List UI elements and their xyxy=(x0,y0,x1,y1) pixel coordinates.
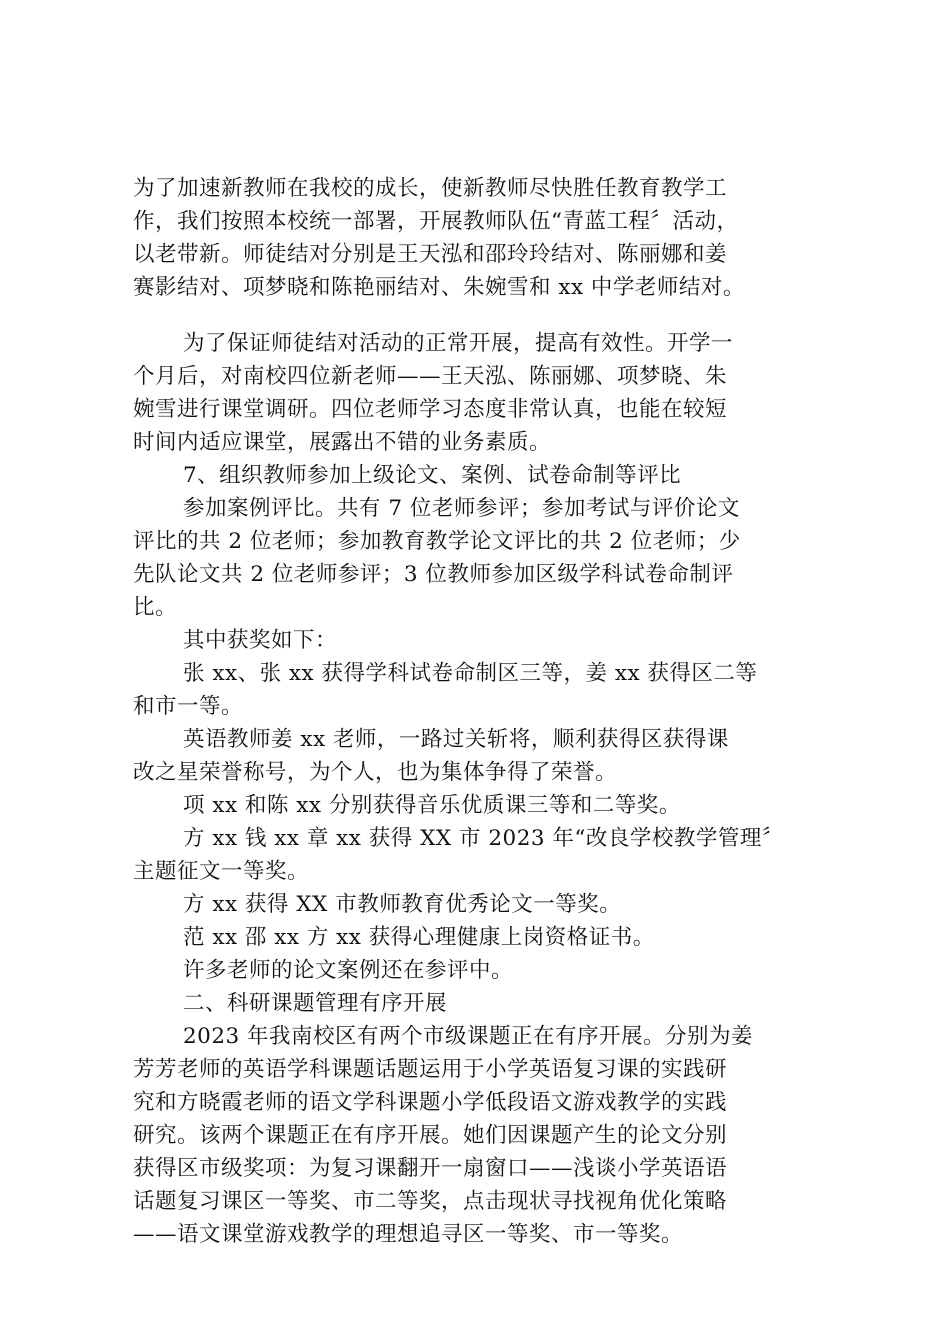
text-line: 究和方晓霞老师的语文学科课题小学低段语文游戏教学的实践 xyxy=(133,1090,728,1115)
award-item: 方 xx 获得 XX 市教师教育优秀论文一等奖。 xyxy=(183,892,622,917)
text-line: 为了加速新教师在我校的成长，使新教师尽快胜任教育教学工 xyxy=(133,176,728,201)
text-line: 话题复习课区一等奖、市二等奖，点击现状寻找视角优化策略 xyxy=(133,1189,728,1214)
text-line: 芳芳老师的英语学科课题话题运用于小学英语复习课的实践研 xyxy=(133,1057,728,1082)
awards-intro: 其中获奖如下： xyxy=(183,628,338,653)
text-line: 获得区市级奖项：为复习课翻开一扇窗口——浅谈小学英语语 xyxy=(133,1156,728,1181)
text-line: 为了保证师徒结对活动的正常开展，提高有效性。开学一 xyxy=(183,331,734,356)
text-line: 婉雪进行课堂调研。四位老师学习态度非常认真，也能在较短 xyxy=(133,397,728,422)
award-item: 方 xx 钱 xx 章 xx 获得 XX 市 2023 年“改良学校教学管理〞 xyxy=(183,826,784,851)
award-item: 英语教师姜 xx 老师，一路过关斩将，顺利获得区获得课 xyxy=(183,727,729,752)
text-line: 参加案例评比。共有 7 位老师参评；参加考试与评价论文 xyxy=(183,496,740,521)
section-heading-7: 7、组织教师参加上级论文、案例、试卷命制等评比 xyxy=(183,463,682,488)
text-line: 个月后，对南校四位新老师——王天泓、陈丽娜、项梦晓、朱 xyxy=(133,364,728,389)
document-body xyxy=(133,459,823,1251)
text-line: 研究。该两个课题正在有序开展。她们因课题产生的论文分别 xyxy=(133,1123,728,1148)
award-item-continued: 主题征文一等奖。 xyxy=(133,859,310,884)
award-item: 范 xx 邵 xx 方 xx 获得心理健康上岗资格证书。 xyxy=(183,925,655,950)
paragraph-classroom-research xyxy=(133,327,823,459)
award-item: 许多老师的论文案例还在参评中。 xyxy=(183,958,514,983)
award-item: 张 xx、张 xx 获得学科试卷命制区三等，姜 xx 获得区二等 xyxy=(183,661,758,686)
text-line: 以老带新。师徒结对分别是王天泓和邵玲玲结对、陈丽娜和姜 xyxy=(133,242,728,267)
text-line: 先队论文共 2 位老师参评；3 位教师参加区级学科试卷命制评 xyxy=(133,562,734,587)
paragraph-mentoring-intro xyxy=(133,172,823,304)
section-heading-2: 二、科研课题管理有序开展 xyxy=(183,991,448,1016)
text-line: 比。 xyxy=(133,595,178,620)
text-line: 赛影结对、项梦晓和陈艳丽结对、朱婉雪和 xx 中学老师结对。 xyxy=(133,275,745,300)
text-line: 作，我们按照本校统一部署，开展教师队伍“青蓝工程〞活动， xyxy=(133,209,739,234)
text-line: 时间内适应课堂，展露出不错的业务素质。 xyxy=(133,430,552,455)
award-item-continued: 改之星荣誉称号，为个人，也为集体争得了荣誉。 xyxy=(133,760,618,785)
text-line: 2023 年我南校区有两个市级课题正在有序开展。分别为姜 xyxy=(183,1024,754,1049)
award-item: 项 xx 和陈 xx 分别获得音乐优质课三等和二等奖。 xyxy=(183,793,681,818)
text-line: ——语文课堂游戏教学的理想追寻区一等奖、市一等奖。 xyxy=(133,1222,684,1247)
award-item-continued: 和市一等。 xyxy=(133,694,244,719)
text-line: 评比的共 2 位老师；参加教育教学论文评比的共 2 位老师；少 xyxy=(133,529,741,554)
